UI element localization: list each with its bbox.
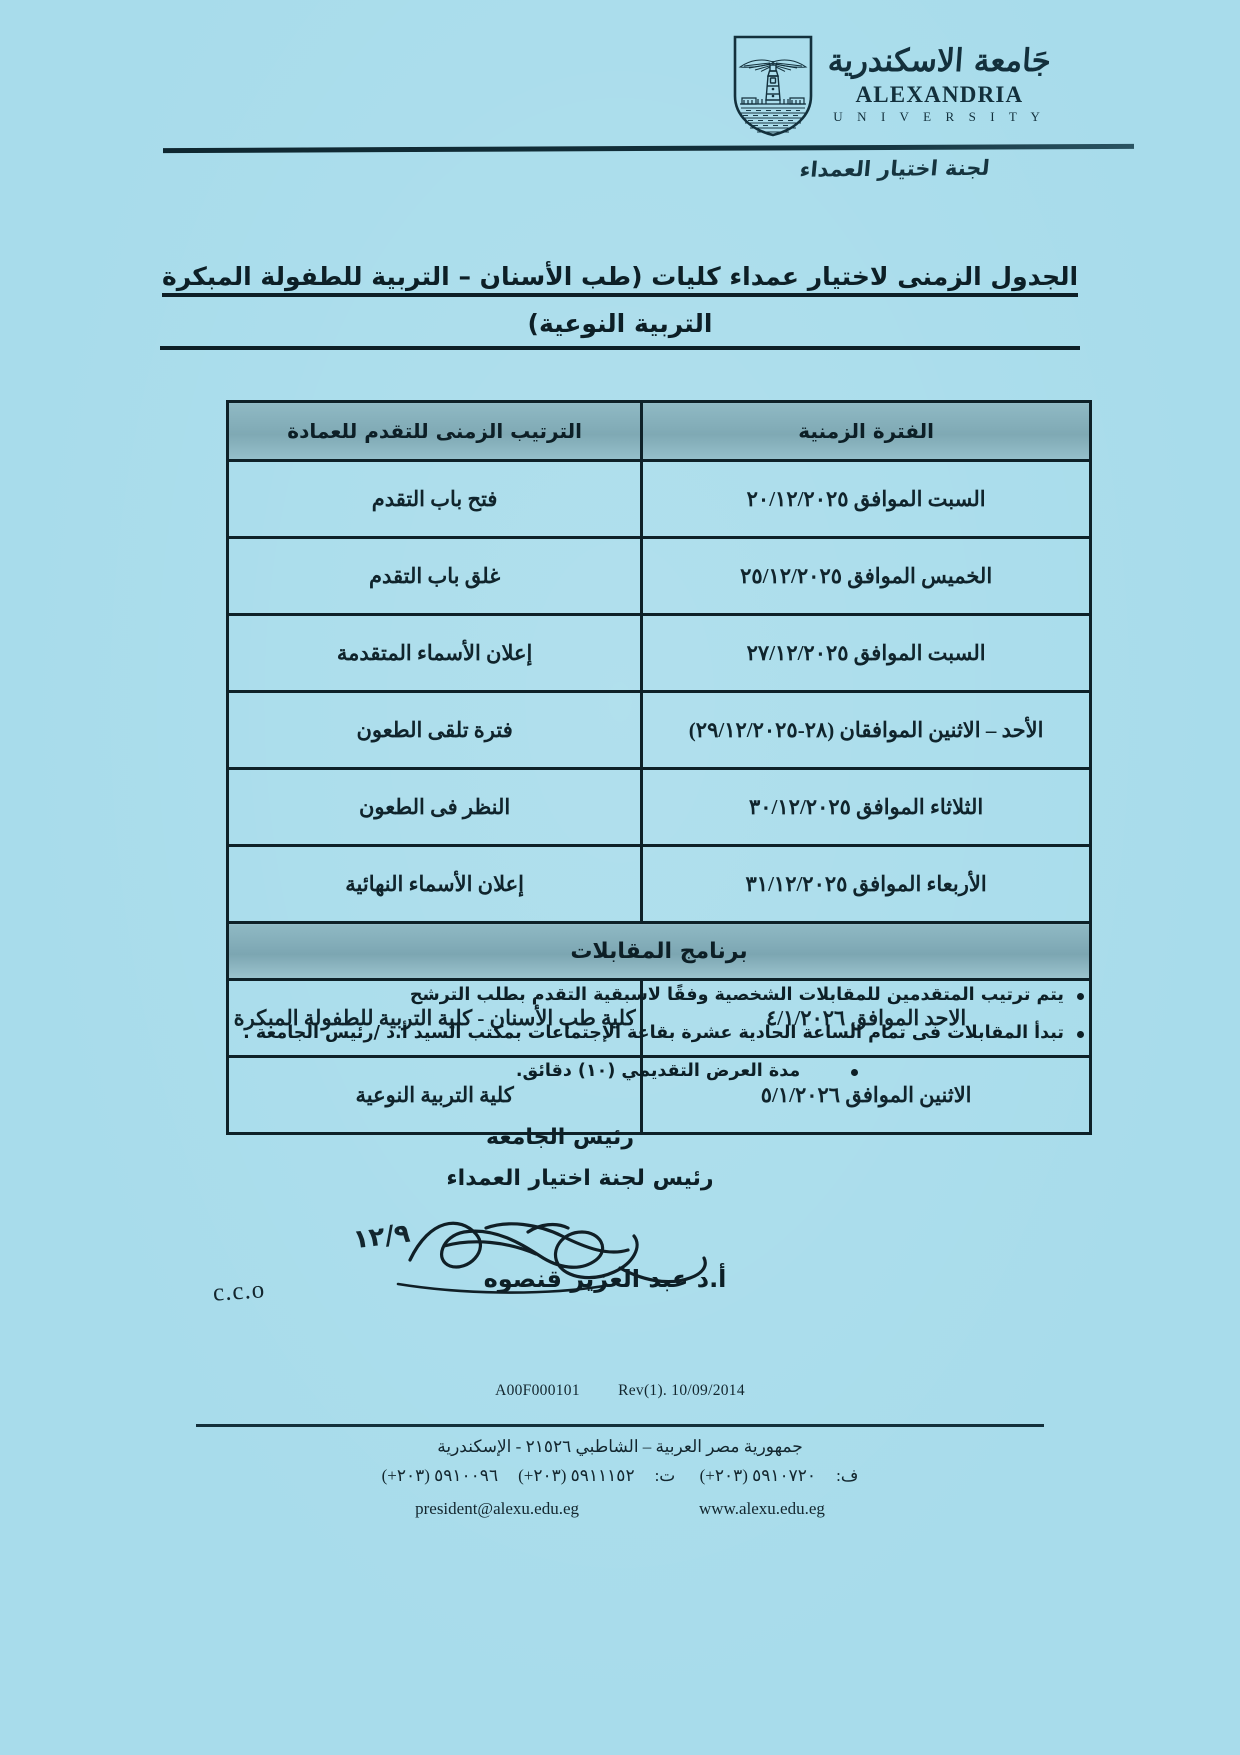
footer-address: جمهورية مصر العربية – الشاطبي ٢١٥٢٦ - الإسكندرية	[437, 1437, 803, 1456]
cell-stage: كلية التربية النوعية	[228, 1057, 642, 1134]
letterhead	[732, 34, 1132, 138]
table-row	[228, 615, 1091, 692]
university-name-block	[828, 34, 1051, 125]
cell-period: الأحد – الاثنين الموافقان (٢٨-٢٩/١٢/٢٠٢٥)	[642, 692, 1091, 769]
university-name-arabic: جَامعة الاسكندرية	[826, 43, 1053, 79]
signature-block	[0, 1125, 1240, 1293]
cell-period: الأربعاء الموافق ٣١/١٢/٢٠٢٥	[642, 846, 1091, 923]
table-section-band-row	[228, 923, 1091, 980]
handwritten-cc-mark: c.c.o	[211, 1276, 266, 1307]
lighthouse-shield-emblem-icon	[732, 34, 814, 138]
email-address[interactable]: president@alexu.edu.eg	[415, 1498, 579, 1518]
website-url[interactable]: www.alexu.edu.eg	[698, 1498, 825, 1518]
cell-stage: غلق باب التقدم	[228, 538, 642, 615]
cell-stage: إعلان الأسماء النهائية	[228, 846, 642, 923]
phone-number-1: ٥٩١١١٥٢ (٢٠٣+)	[518, 1466, 635, 1486]
table-row	[228, 461, 1091, 538]
table-row	[228, 538, 1091, 615]
university-name-english-sub: U N I V E R S I T Y	[833, 108, 1046, 124]
committee-name: لجنة اختيار العمداء	[798, 155, 991, 182]
table-row	[228, 769, 1091, 846]
cell-period: الخميس الموافق ٢٥/١٢/٢٠٢٥	[642, 538, 1091, 615]
university-name-english: ALEXANDRIA	[855, 81, 1024, 107]
note-item: يتم ترتيب المتقدمين للمقابلات الشخصية وفقًا لاسبقية التقدم بطلب الترشح	[226, 985, 1090, 1006]
table-row	[228, 846, 1091, 923]
cell-period: الثلاثاء الموافق ٣٠/١٢/٢٠٢٥	[642, 769, 1091, 846]
phone-number-2: ٥٩١٠٠٩٦ (٢٠٣+)	[381, 1466, 499, 1486]
table-header-row	[228, 402, 1091, 461]
note-item: تبدأ المقابلات فى تمام الساعة الحادية عشرة بقاعة الإجتماعات بمكتب السيد أ.د /رئيس الجامعة .	[226, 1023, 1090, 1044]
page-title-line-1: الجدول الزمنى لاختيار عمداء كليات (طب الأسنان – التربية للطفولة المبكرة	[162, 262, 1078, 297]
cell-stage: النظر فى الطعون	[228, 769, 642, 846]
footer-contact-numbers	[0, 1463, 1240, 1489]
footer-divider	[196, 1424, 1044, 1427]
header-divider	[163, 144, 1134, 153]
fax-label: ف:	[836, 1466, 859, 1486]
page-title-line-2: التربية النوعية)	[160, 305, 1080, 350]
table-row	[228, 692, 1091, 769]
signatory-name: أ.د عبد العزيز قنصوه	[483, 1265, 727, 1293]
cell-period: السبت الموافق ٢٧/١٢/٢٠٢٥	[642, 615, 1091, 692]
cell-stage: كلية طب الأسنان - كلية التربية للطفولة المبكرة	[228, 980, 642, 1057]
page-title	[160, 258, 1080, 350]
signature-title-2: رئيس لجنة اختيار العمداء	[446, 1166, 714, 1191]
section-band-interviews: برنامج المقابلات	[228, 923, 1091, 980]
cell-period: السبت الموافق ٢٠/١٢/٢٠٢٥	[642, 461, 1091, 538]
fax-number-1: ٥٩١٠٧٢٠ (٢٠٣+)	[699, 1466, 817, 1486]
document-code-line	[0, 1382, 1240, 1400]
cell-stage: إعلان الأسماء المتقدمة	[228, 615, 642, 692]
handwritten-date: ١٢/٩	[351, 1218, 412, 1256]
document-code: A00F000101	[495, 1382, 580, 1399]
cell-period: الاثنين الموافق ٥/١/٢٠٢٦	[642, 1057, 1091, 1134]
cell-stage: فترة تلقى الطعون	[228, 692, 642, 769]
cell-period: الاحد الموافق ٤/١/٢٠٢٦	[642, 980, 1091, 1057]
document-revision: Rev(1). 10/09/2014	[618, 1382, 745, 1399]
signature-title-1: رئيس الجامعة	[486, 1125, 634, 1150]
column-header-period: الفترة الزمنية	[642, 402, 1091, 461]
notes-list	[226, 985, 1090, 1099]
column-header-stage: الترتيب الزمنى للتقدم للعمادة	[228, 402, 642, 461]
phone-label: ت:	[654, 1466, 676, 1486]
note-item: مدة العرض التقديمي (١٠) دقائق.	[226, 1061, 1090, 1082]
cell-stage: فتح باب التقدم	[228, 461, 642, 538]
footer	[0, 1434, 1240, 1522]
footer-web-contacts	[0, 1496, 1240, 1522]
